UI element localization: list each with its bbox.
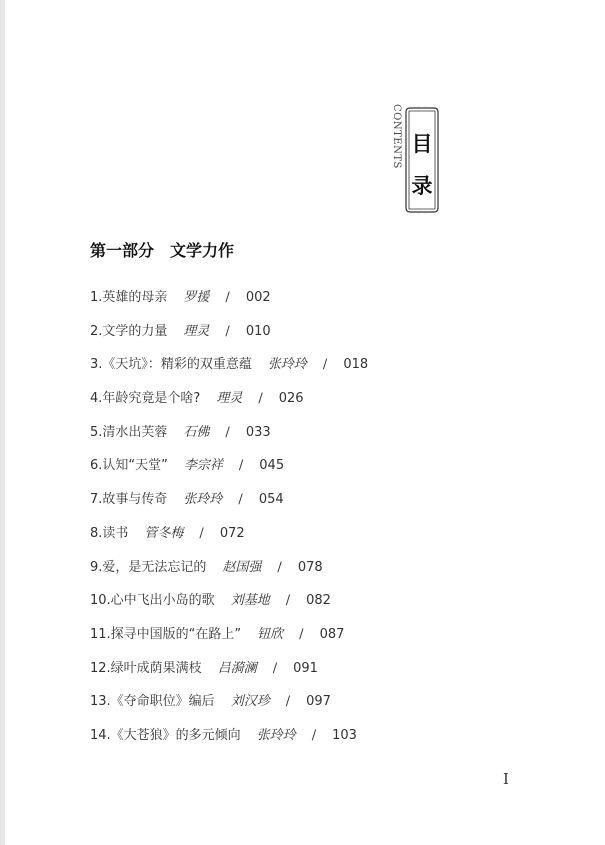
- toc-entry[interactable]: [90, 490, 368, 524]
- toc-entry[interactable]: [90, 456, 368, 490]
- toc-entry-separator: /: [199, 525, 204, 541]
- toc-entry[interactable]: [90, 659, 368, 693]
- toc-entry[interactable]: [90, 625, 368, 659]
- toc-entry-page: 045: [259, 458, 285, 474]
- toc-entry-author: 刘基地: [230, 593, 270, 609]
- toc-entry-author: 刘汉珍: [230, 694, 270, 710]
- toc-entry-page: 033: [245, 424, 271, 440]
- toc-entry-author: 钮欣: [257, 626, 284, 642]
- toc-entry-title: 8.读书: [90, 525, 129, 541]
- toc-entry-title: 14.《大苍狼》的多元倾向: [90, 727, 241, 743]
- toc-entry-author: 张玲玲: [183, 492, 223, 508]
- toc-entry[interactable]: [90, 322, 368, 356]
- toc-entry-page: 018: [343, 357, 369, 373]
- toc-entry-title: 7.故事与传奇: [90, 492, 168, 508]
- toc-entry-author: 理灵: [183, 323, 210, 339]
- toc-entry-separator: /: [225, 424, 230, 440]
- toc-entry-separator: /: [285, 593, 291, 609]
- toc-entry-page: 010: [245, 323, 271, 339]
- toc-entry-page: 103: [332, 727, 357, 743]
- toc-entry-separator: /: [238, 492, 243, 508]
- section-heading: 第一部分 文学力作: [90, 241, 235, 260]
- toc-entry-author: 管冬梅: [144, 525, 184, 541]
- toc-entry-separator: /: [277, 559, 282, 575]
- toc-entry-page: 054: [258, 492, 284, 508]
- toc-entry-title: 11.探寻中国版的“在路上”: [90, 626, 242, 642]
- toc-entry-page: 026: [278, 391, 304, 407]
- toc-entry-title: 12.绿叶成荫果满枝: [90, 660, 202, 676]
- toc-entry-author: 赵国强: [222, 559, 262, 575]
- toc-entry-author: 石佛: [183, 424, 210, 440]
- toc-list: [90, 288, 368, 760]
- toc-entry[interactable]: [90, 726, 368, 760]
- page-number: I: [503, 770, 509, 788]
- toc-entry-title: 13.《夺命职位》编后: [90, 694, 215, 710]
- toc-entry-title: 1.英雄的母亲: [90, 290, 168, 305]
- toc-entry-page: 072: [219, 525, 245, 541]
- toc-entry[interactable]: [90, 524, 368, 558]
- toc-entry-title: 4.年龄究竟是个啥?: [90, 391, 201, 407]
- toc-entry[interactable]: [90, 288, 368, 322]
- toc-entry-separator: /: [258, 391, 263, 407]
- toc-entry-page: 087: [319, 626, 345, 642]
- toc-entry[interactable]: [90, 389, 368, 423]
- toc-entry-title: 10.心中飞出小岛的歌: [90, 593, 215, 609]
- toc-entry-separator: /: [311, 727, 317, 743]
- toc-entry-author: 张玲玲: [256, 727, 296, 743]
- toc-entry-separator: /: [285, 694, 291, 710]
- toc-entry-title: 2.文学的力量: [90, 323, 168, 339]
- toc-entry-author: 张玲玲: [267, 357, 307, 373]
- toc-entry-separator: /: [225, 323, 230, 339]
- toc-entry-page: 082: [306, 593, 331, 609]
- page-edge-shadow: [0, 0, 5, 845]
- toc-entry[interactable]: [90, 355, 368, 389]
- title-char-2: 录: [411, 174, 433, 198]
- toc-entry[interactable]: [90, 558, 368, 592]
- toc-entry-author: 罗援: [183, 290, 210, 305]
- toc-entry-author: 理灵: [216, 391, 243, 407]
- contents-label: CONTENTS: [391, 104, 402, 169]
- toc-entry[interactable]: [90, 692, 368, 726]
- title-char-1: 目: [411, 132, 433, 156]
- toc-entry-author: 吕漪澜: [217, 660, 257, 676]
- toc-entry-page: 091: [293, 660, 318, 676]
- toc-entry-page: 078: [297, 559, 323, 575]
- toc-entry-author: 李宗祥: [183, 458, 223, 474]
- toc-entry-separator: /: [238, 458, 244, 474]
- toc-entry[interactable]: [90, 423, 368, 457]
- toc-entry-title: 6.认知“天堂”: [90, 458, 168, 474]
- toc-entry-separator: /: [225, 290, 230, 305]
- toc-entry[interactable]: [90, 591, 368, 625]
- toc-entry-title: 9.爱，是无法忘记的: [90, 559, 207, 575]
- toc-entry-separator: /: [272, 660, 278, 676]
- toc-entry-title: 5.清水出芙蓉: [90, 424, 168, 440]
- toc-entry-page: 097: [306, 694, 331, 710]
- toc-entry-separator: /: [322, 357, 328, 373]
- toc-entry-separator: /: [299, 626, 304, 642]
- title-frame: [404, 106, 440, 214]
- toc-entry-title: 3.《天坑》：精彩的双重意蕴: [90, 357, 252, 373]
- toc-entry-page: 002: [245, 290, 271, 305]
